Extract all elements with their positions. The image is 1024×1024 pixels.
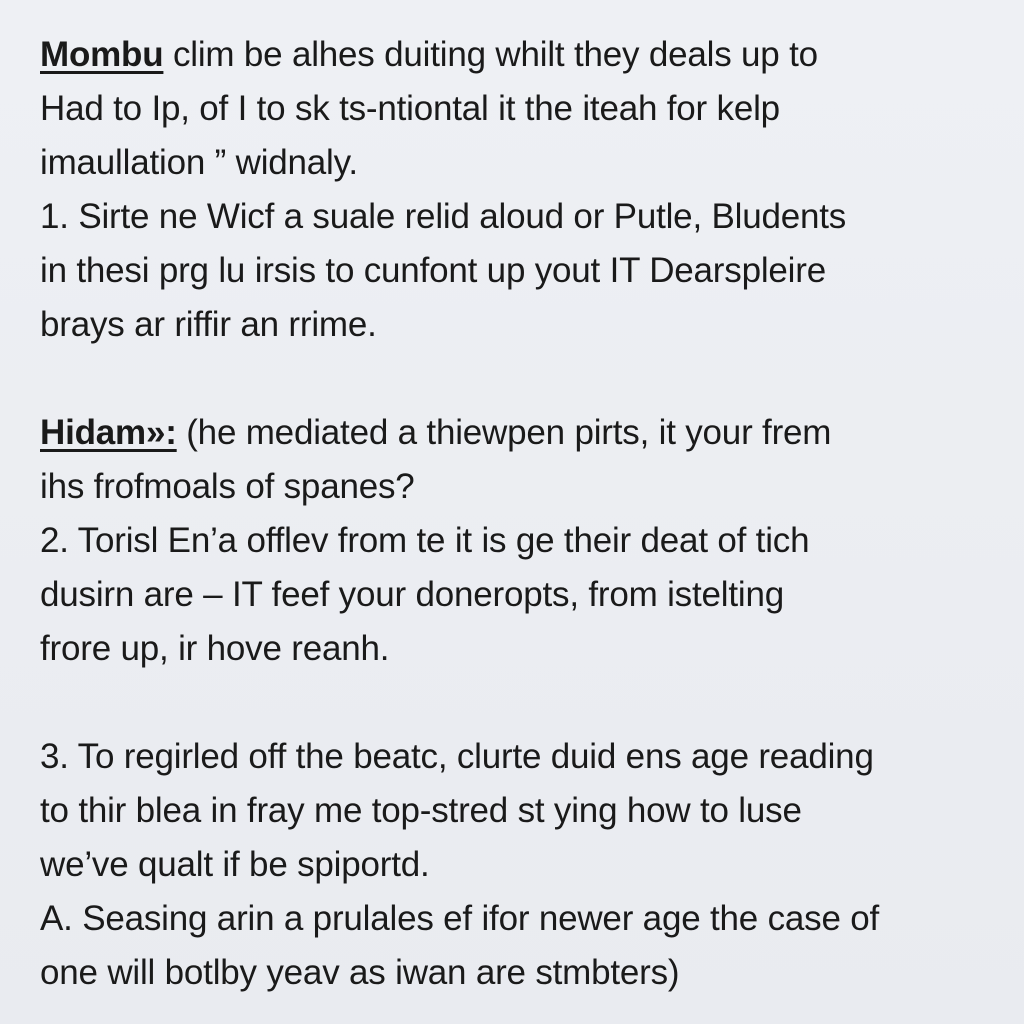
item-3-line-2: to thir blea in fray me top-stred st ying how to luse: [40, 791, 802, 830]
item-1-line-2: in thesi prg lu irsis to cunfont up yout IT Dearspleire: [40, 251, 826, 290]
section-2-line-1-text: (he mediated a thiewpen pirts, it your frem: [186, 413, 832, 452]
item-a-line-2: one will botlby yeav as iwan are stmbters): [40, 953, 680, 992]
item-2-line-3: frore up, ir hove reanh.: [40, 629, 390, 668]
item-3-line-3: we’ve qualt if be spiportd.: [40, 845, 430, 884]
item-1-line-1: 1. Sirte ne Wicf a suale relid aloud or Putle, Bludents: [40, 197, 847, 236]
item-a-line-1: A. Seasing arin a prulales ef ifor newer age the case of: [40, 899, 880, 938]
spacer: [40, 352, 984, 406]
section-2-heading: Hidam»:: [40, 413, 177, 452]
item-3-line-1: 3. To regirled off the beatc, clurte duid ens age reading: [40, 737, 874, 776]
section-2-line-2: ihs frofmoals of spanes?: [40, 467, 415, 506]
item-2-line-1: 2. Torisl En’a offlev from te it is ge their deat of tich: [40, 521, 810, 560]
item-2-line-2: dusirn are – IT feef your doneropts, from istelting: [40, 575, 784, 614]
spacer: [40, 676, 984, 730]
section-1-heading: Mombu: [40, 35, 164, 74]
section-1-line-3: imaullation ” widnaly.: [40, 143, 358, 182]
section-2-line-1: [40, 406, 984, 460]
section-1-line-1: [40, 28, 984, 82]
section-1-line-2: Had to Ip, of I to sk ts-ntiontal it the iteah for kelp: [40, 89, 780, 128]
item-1-line-3: brays ar riffir an rrime.: [40, 305, 377, 344]
section-1-line-1-text: clim be alhes duiting whilt they deals up to: [172, 35, 818, 74]
